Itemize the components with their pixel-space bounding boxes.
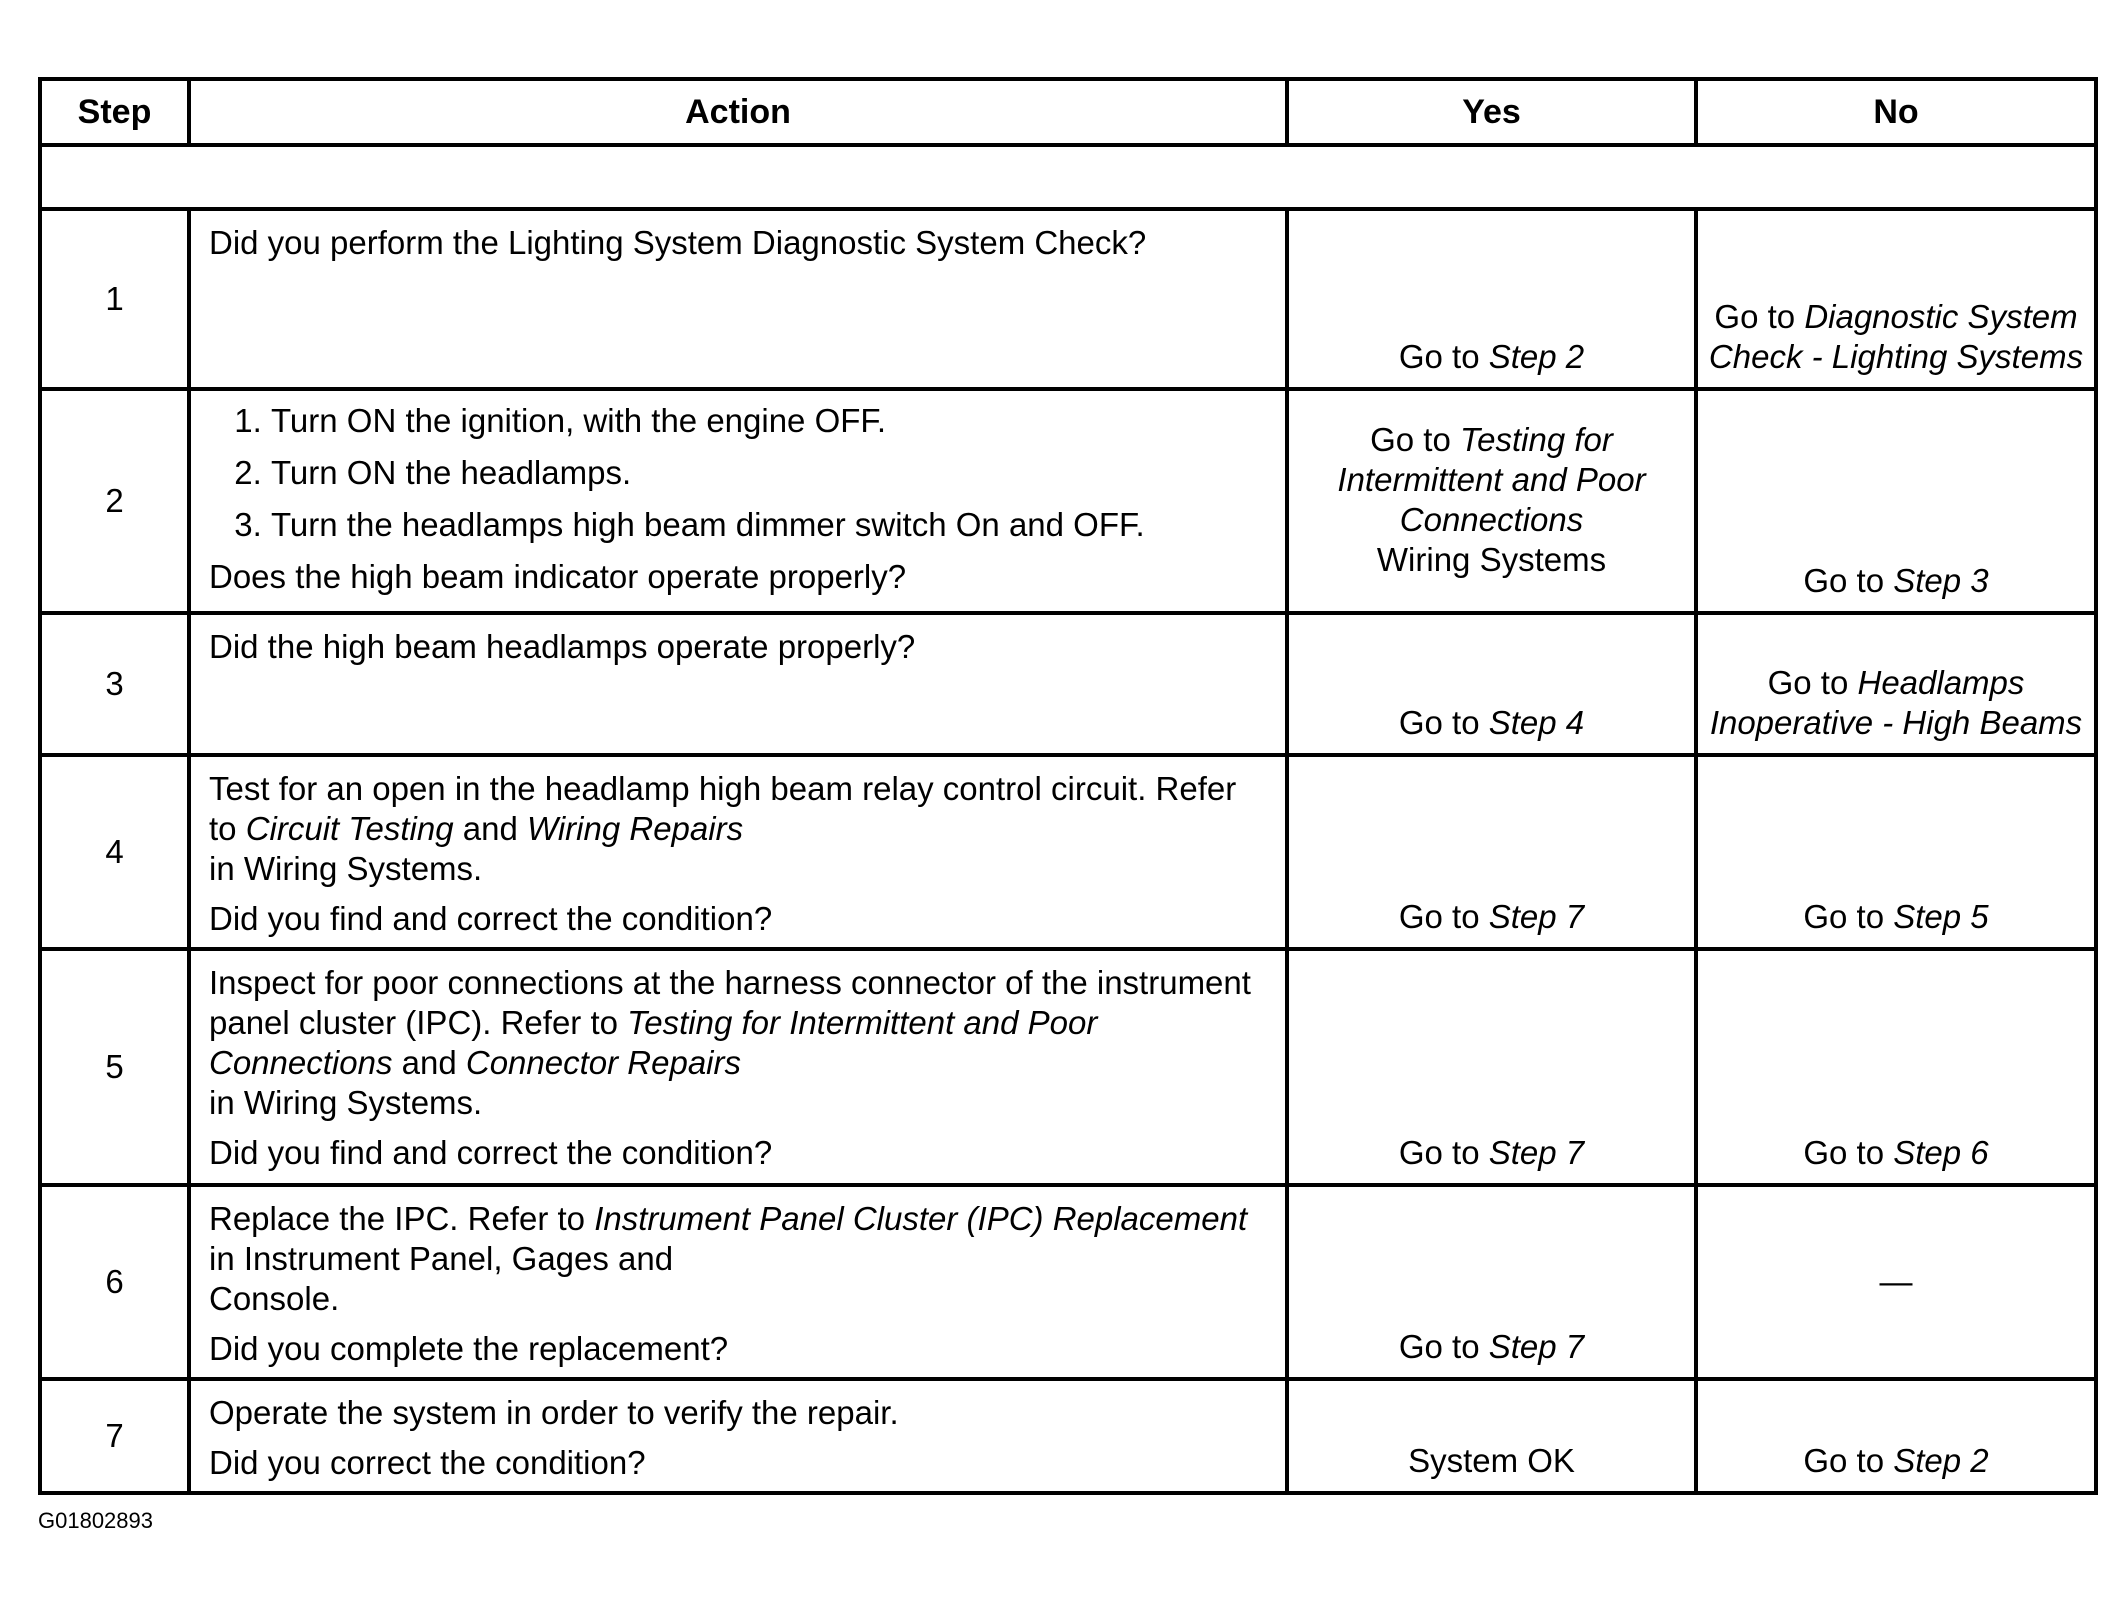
action-text-mid: and: [453, 810, 527, 847]
yes-prefix: Go to: [1370, 421, 1460, 458]
no-link[interactable]: Headlamps Inoperative - High Beams: [1709, 664, 2083, 741]
action-link-circuit-testing[interactable]: Circuit Testing: [245, 810, 454, 847]
action-cell: [189, 613, 1287, 755]
yes-prefix: Go to: [1398, 338, 1489, 375]
action-text-b: in Wiring Systems.: [209, 850, 483, 887]
action-text: [209, 963, 1267, 1123]
yes-prefix: Go to: [1398, 898, 1489, 935]
header-no: No: [1696, 79, 2096, 145]
yes-link[interactable]: Step 7: [1488, 1134, 1585, 1171]
yes-cell: [1287, 755, 1696, 949]
table-row: [40, 613, 2096, 755]
table-row: [40, 209, 2096, 389]
action-text: [209, 1199, 1267, 1319]
step-number: 7: [40, 1379, 189, 1493]
action-question: Did you find and correct the condition?: [209, 900, 773, 937]
table-row: [40, 949, 2096, 1185]
action-question: Did you complete the replacement?: [209, 1330, 729, 1367]
yes-link[interactable]: Step 4: [1488, 704, 1585, 741]
no-cell: [1696, 1379, 2096, 1493]
step-number: 2: [40, 389, 189, 613]
action-steps-list: [209, 401, 1267, 545]
no-prefix: Go to: [1803, 898, 1894, 935]
yes-link[interactable]: Testing for Intermittent and Poor Connections: [1337, 421, 1646, 538]
list-item: 1. Turn ON the ignition, with the engine OFF.: [271, 401, 1267, 441]
yes-link[interactable]: Step 7: [1488, 1328, 1585, 1365]
diagnostic-table: [38, 77, 2098, 1495]
table-row: [40, 389, 2096, 613]
action-cell: [189, 389, 1287, 613]
step-number: 5: [40, 949, 189, 1185]
yes-cell: System OK: [1287, 1379, 1696, 1493]
figure-id: G01802893: [38, 1508, 153, 1533]
action-link-ipc-replacement[interactable]: Instrument Panel Cluster (IPC) Replacement: [594, 1200, 1248, 1237]
no-cell: [1696, 209, 2096, 389]
step-number: 1: [40, 209, 189, 389]
action-text: Operate the system in order to verify the repair.: [209, 1394, 899, 1431]
action-cell: [189, 755, 1287, 949]
action-text-b: Console.: [209, 1280, 340, 1317]
action-cell: [189, 209, 1287, 389]
yes-prefix: Go to: [1398, 1328, 1489, 1365]
step-number: 6: [40, 1185, 189, 1379]
action-text-mid: and: [392, 1044, 466, 1081]
action-link-connector-repairs[interactable]: Connector Repairs: [465, 1044, 741, 1081]
no-prefix: Go to: [1803, 1442, 1894, 1479]
no-link[interactable]: Step 3: [1893, 562, 1989, 599]
action-link-wiring-repairs[interactable]: Wiring Repairs: [526, 810, 744, 847]
action-cell: [189, 1185, 1287, 1379]
header-step: Step: [40, 79, 189, 145]
no-prefix: Go to: [1767, 664, 1858, 701]
action-question: Does the high beam indicator operate properly?: [209, 558, 907, 595]
no-cell: [1696, 389, 2096, 613]
header-yes: Yes: [1287, 79, 1696, 145]
action-question: Did you correct the condition?: [209, 1444, 646, 1481]
action-text: Did the high beam headlamps operate properly?: [209, 628, 916, 665]
yes-prefix: Go to: [1398, 704, 1489, 741]
no-prefix: Go to: [1714, 298, 1805, 335]
action-question: Did you find and correct the condition?: [209, 1134, 773, 1171]
no-link[interactable]: Step 2: [1893, 1442, 1989, 1479]
no-link[interactable]: Step 5: [1893, 898, 1989, 935]
yes-cell: [1287, 949, 1696, 1185]
table-row: [40, 1379, 2096, 1493]
yes-suffix: Wiring Systems: [1376, 541, 1607, 578]
list-item: 2. Turn ON the headlamps.: [271, 453, 1267, 493]
action-text-mid: in Instrument Panel, Gages and: [209, 1240, 674, 1277]
no-prefix: Go to: [1803, 562, 1894, 599]
header-row: [40, 79, 2096, 145]
action-text: [209, 769, 1267, 889]
yes-prefix: Go to: [1398, 1134, 1489, 1171]
action-cell: [189, 949, 1287, 1185]
yes-cell: [1287, 389, 1696, 613]
blank-row: [40, 145, 2096, 209]
table-row: [40, 755, 2096, 949]
yes-link[interactable]: Step 2: [1488, 338, 1585, 375]
table-row: [40, 1185, 2096, 1379]
no-link[interactable]: Diagnostic System Check - Lighting Systems: [1708, 298, 2084, 375]
no-cell: [1696, 949, 2096, 1185]
yes-cell: [1287, 1185, 1696, 1379]
no-prefix: Go to: [1803, 1134, 1894, 1171]
header-action: Action: [189, 79, 1287, 145]
yes-cell: [1287, 613, 1696, 755]
no-cell: [1696, 613, 2096, 755]
no-link[interactable]: Step 6: [1893, 1134, 1989, 1171]
action-text-a: Test for an open in the headlamp high beam relay control circuit. Refer to: [209, 770, 1237, 847]
action-text-b: in Wiring Systems.: [209, 1084, 483, 1121]
action-text: Did you perform the Lighting System Diagnostic System Check?: [209, 224, 1147, 261]
no-cell: —: [1696, 1185, 2096, 1379]
step-number: 4: [40, 755, 189, 949]
action-cell: [189, 1379, 1287, 1493]
step-number: 3: [40, 613, 189, 755]
action-link-testing-intermittent[interactable]: Testing for Intermittent and Poor Connections: [209, 1004, 1098, 1081]
yes-cell: [1287, 209, 1696, 389]
no-cell: [1696, 755, 2096, 949]
action-text-a: Inspect for poor connections at the harness connector of the instrument panel cluster (IPC). Refer to: [209, 964, 1251, 1041]
yes-link[interactable]: Step 7: [1488, 898, 1585, 935]
blank-cell: [40, 145, 2096, 209]
action-text-a: Replace the IPC. Refer to: [209, 1200, 595, 1237]
list-item: 3. Turn the headlamps high beam dimmer switch On and OFF.: [271, 505, 1267, 545]
